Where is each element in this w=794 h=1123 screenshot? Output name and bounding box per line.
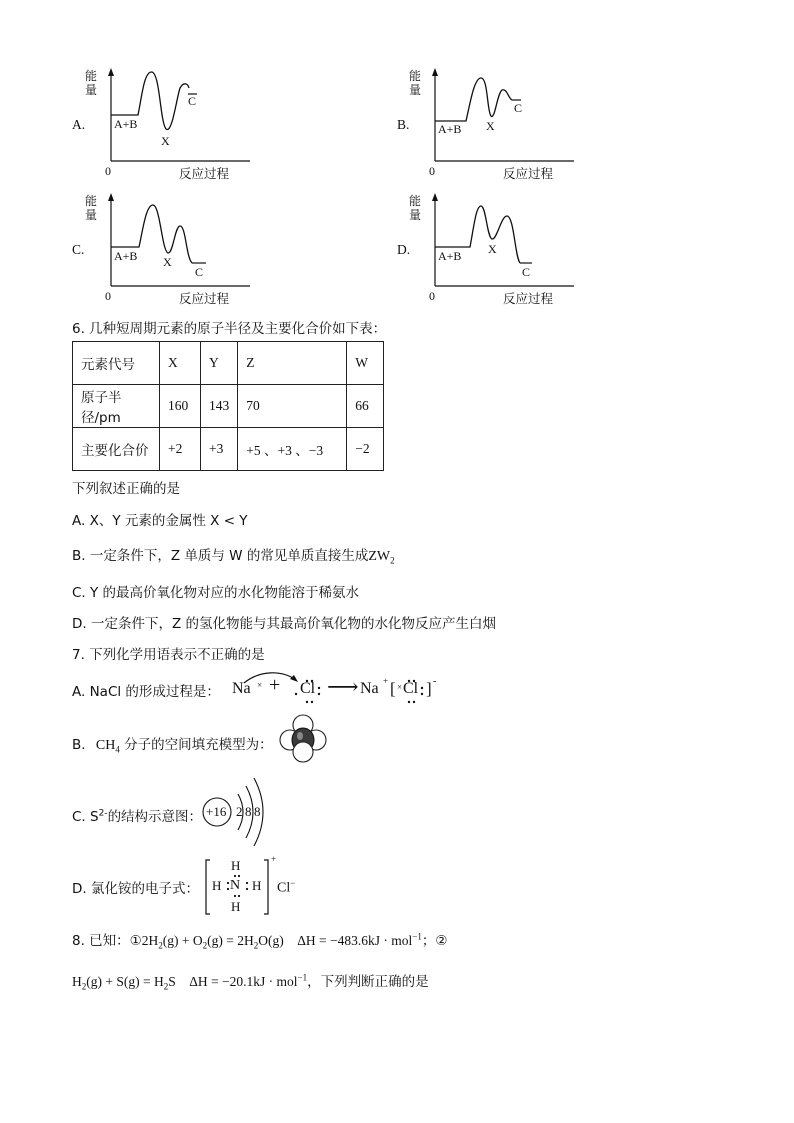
y-axis-label: 能量 [85,69,98,97]
option-a-letter: A. [72,117,86,132]
shell-electrons: 8 [254,804,261,819]
origin-label: 0 [105,289,111,303]
shell-electrons: 8 [245,804,252,819]
table-cell: Z [238,342,347,385]
y-axis-label: 能量 [409,194,422,222]
superscript: − [290,878,296,888]
option-b-letter: B. [397,117,410,132]
cl-ion-symbol: Cl [403,680,419,697]
q7-stem: 7. 下列化学用语表示不正确的是 [72,647,265,663]
origin-label: 0 [429,164,435,178]
cl-symbol: Cl [277,880,291,896]
h-atom-top: H [231,858,241,873]
na-ion: Na [360,680,379,697]
equation-tail: ；② [421,933,448,949]
q7-option-a: A. NaCl 的形成过程是： [72,684,220,700]
x-axis-label: 反应过程 [179,166,230,181]
electron-x: × [257,680,263,690]
superscript: - [433,676,437,687]
q7-option-b [72,733,273,755]
subscript: 2 [202,940,208,951]
ch4-space-filling-model [278,714,330,764]
x-axis-label: 反应过程 [179,291,230,306]
table-cell: 元素代号 [73,342,160,385]
q7-option-c [72,805,202,825]
intermediate-label: X [486,119,495,133]
q8-line-1 [72,929,447,951]
cl-symbol: Cl [300,680,316,697]
equation-part: 2H [141,933,159,948]
product-label: C [522,265,531,279]
reactant-label: A+B [114,117,138,131]
q6-option-b [72,544,395,566]
x-axis-label: 反应过程 [503,166,554,181]
option-d-letter: D. [397,242,411,257]
energy-diagram-c [85,191,300,311]
nacl-formation-equation [230,668,450,706]
q6-option-d: D. 一定条件下，Z 的氢化物能与其最高价氧化物的水化物反应产生白烟 [72,616,497,632]
equation-part: S ΔH = −20.1kJ · mol [168,974,298,989]
element-table [72,341,384,471]
option-letter: C. S [72,809,99,825]
shell-electrons: 2 [236,804,243,819]
option-text: 分子的空间填充模型为： [124,737,273,753]
n-atom: N [230,878,241,893]
superscript: + [383,676,389,686]
table-cell: 66 [347,385,384,428]
equation-tail: ，下列判断正确的是 [307,974,429,990]
table-row [73,385,384,428]
formula: ZW [368,549,391,564]
table-cell: 原子半径/pm [73,385,160,428]
plus-sign: + [269,674,281,696]
origin-label: 0 [429,289,435,303]
table-cell: Y [201,342,238,385]
equation-part: (g) = 2H [207,933,254,948]
subscript: 2 [81,981,87,992]
ammonium-charge: + [271,854,277,864]
option-text: B. 一定条件下，Z 单质与 W 的常见单质直接生成 [72,548,369,564]
reactant-label: A+B [438,122,462,136]
q8-stem: 8. 已知：① [72,933,142,949]
q6-option-a: A. X、Y 元素的金属性 X < Y [72,513,248,529]
subscript: 2 [390,555,395,566]
reactant-label: A+B [438,249,462,263]
intermediate-label: X [163,255,172,269]
q6-option-c: C. Y 的最高价氧化物对应的水化物能溶于稀氨水 [72,585,360,601]
intermediate-label: X [488,242,497,256]
energy-diagram-b [409,66,624,186]
x-axis-label: 反应过程 [503,291,554,306]
product-label: C [514,101,523,115]
option-c-letter: C. [72,242,85,257]
product-label: C [188,94,197,108]
reactant-label: A+B [114,249,138,263]
bracket: ] [426,679,432,698]
electron-x: × [397,682,403,692]
superscript: −1 [412,931,422,942]
table-cell: 143 [201,385,238,428]
table-row [73,428,384,471]
nucleus-charge: +16 [206,804,227,819]
table-cell: 70 [238,385,347,428]
table-cell: +2 [160,428,201,471]
table-cell: 主要化合价 [73,428,160,471]
product-label: C [195,265,204,279]
q6-prompt: 下列叙述正确的是 [72,481,180,497]
equation-part: (g) + O [162,933,203,948]
energy-diagram-a [85,66,300,186]
table-cell: +5 、+3 、−3 [238,428,347,471]
equation-part: H [72,974,82,989]
subscript: 2 [163,981,169,992]
table-cell: X [160,342,201,385]
equation-part: O(g) ΔH = −483.6kJ · mol [258,933,413,948]
h-atom-right: H [252,878,262,893]
option-letter: B. [72,737,86,753]
option-text: 的结构示意图： [107,809,203,825]
superscript: −1 [297,972,308,983]
h-atom-left: H [212,878,222,893]
table-row [73,342,384,385]
formula: CH [95,738,116,753]
y-axis-label: 能量 [85,194,98,222]
equation-part: (g) + S(g) = H [86,974,164,989]
reaction-arrow: ⟶ [327,674,359,699]
q6-stem: 6. 几种短周期元素的原子半径及主要化合价如下表： [72,321,387,337]
table-cell: 160 [160,385,201,428]
origin-label: 0 [105,164,111,178]
superscript: 2- [98,808,108,819]
table-cell: W [347,342,384,385]
h-atom-bottom: H [231,899,241,914]
q8-line-2 [72,970,429,992]
subscript: 2 [158,940,163,951]
subscript: 4 [115,744,120,755]
table-cell: +3 [201,428,238,471]
subscript: 2 [253,940,259,951]
y-axis-label: 能量 [409,69,422,97]
table-cell: −2 [347,428,384,471]
intermediate-label: X [161,134,170,148]
energy-diagram-d [409,191,624,311]
chloride-ion [277,878,295,897]
bracket: [ [390,679,396,698]
q7-option-d: D. 氯化铵的电子式： [72,881,199,897]
na-symbol: Na [232,680,251,697]
